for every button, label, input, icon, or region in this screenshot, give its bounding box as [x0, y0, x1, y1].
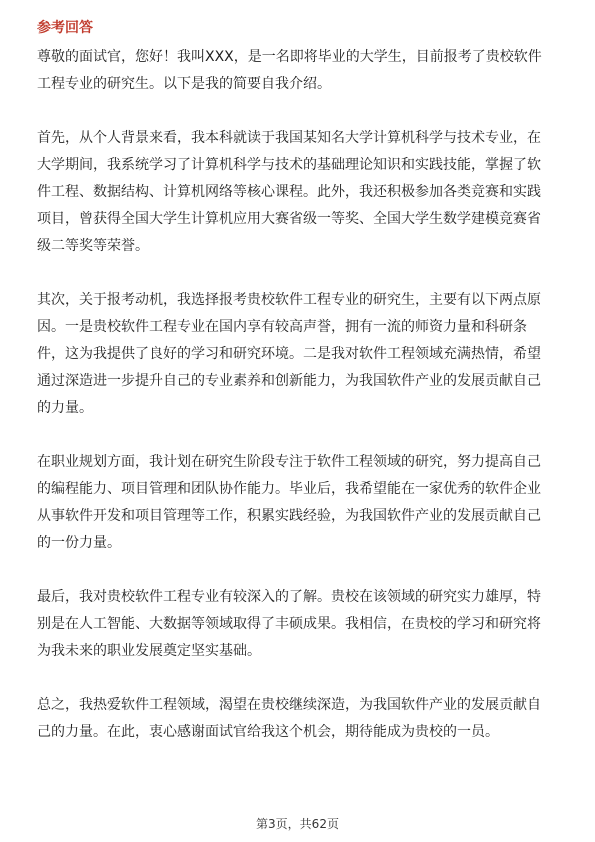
paragraph-line: 的一份力量。 [37, 535, 121, 551]
paragraph-line: 从事软件开发和项目管理等工作，积累实践经验，为我国软件产业的发展贡献自己 [37, 508, 541, 524]
paragraph-line: 的编程能力、项目管理和团队协作能力。毕业后，我希望能在一家优秀的软件企业 [37, 481, 541, 497]
paragraph-line: 大学期间，我系统学习了计算机科学与技术的基础理论知识和实践技能，掌握了软 [37, 157, 541, 173]
section-heading: 参考回答 [37, 20, 93, 36]
answer-paragraph [37, 692, 562, 746]
page-number: 第3页，共62页 [256, 817, 339, 831]
paragraph-line: 其次，关于报考动机，我选择报考贵校软件工程专业的研究生，主要有以下两点原 [37, 292, 541, 308]
paragraph-line: 最后，我对贵校软件工程专业有较深入的了解。贵校在该领域的研究实力雄厚，特 [37, 589, 541, 605]
paragraph-line: 首先，从个人背景来看，我本科就读于我国某知名大学计算机科学与技术专业，在 [37, 130, 541, 146]
paragraph-line: 件，这为我提供了良好的学习和研究环境。二是我对软件工程领域充满热情，希望 [37, 346, 541, 362]
paragraph-line: 因。一是贵校软件工程专业在国内享有较高声誉，拥有一流的师资力量和科研条 [37, 319, 527, 335]
paragraph-line: 在职业规划方面，我计划在研究生阶段专注于软件工程领域的研究，努力提高自己 [37, 454, 541, 470]
paragraph-line: 通过深造进一步提升自己的专业素养和创新能力，为我国软件产业的发展贡献自己 [37, 373, 541, 389]
paragraph-line: 尊敬的面试官，您好！我叫XXX，是一名即将毕业的大学生，目前报考了贵校软件 [37, 49, 542, 65]
answer-paragraph [37, 449, 562, 557]
paragraph-line: 项目，曾获得全国大学生计算机应用大赛省级一等奖、全国大学生数学建模竞赛省 [37, 211, 541, 227]
answer-paragraph [37, 44, 562, 98]
answer-paragraph [37, 287, 562, 422]
paragraph-line: 工程专业的研究生。以下是我的简要自我介绍。 [37, 76, 331, 92]
paragraph-line: 级二等奖等荣誉。 [37, 238, 149, 254]
answer-paragraph [37, 584, 562, 665]
paragraph-line: 的力量。 [37, 400, 93, 416]
paragraph-line: 为我未来的职业发展奠定坚实基础。 [37, 643, 261, 659]
paragraph-line: 己的力量。在此，衷心感谢面试官给我这个机会，期待能成为贵校的一员。 [37, 724, 499, 740]
answer-body [37, 44, 562, 773]
paragraph-line: 件工程、数据结构、计算机网络等核心课程。此外，我还积极参加各类竞赛和实践 [37, 184, 541, 200]
answer-paragraph [37, 125, 562, 260]
paragraph-line: 别是在人工智能、大数据等领域取得了丰硕成果。我相信，在贵校的学习和研究将 [37, 616, 541, 632]
paragraph-line: 总之，我热爱软件工程领域，渴望在贵校继续深造，为我国软件产业的发展贡献自 [37, 697, 541, 713]
